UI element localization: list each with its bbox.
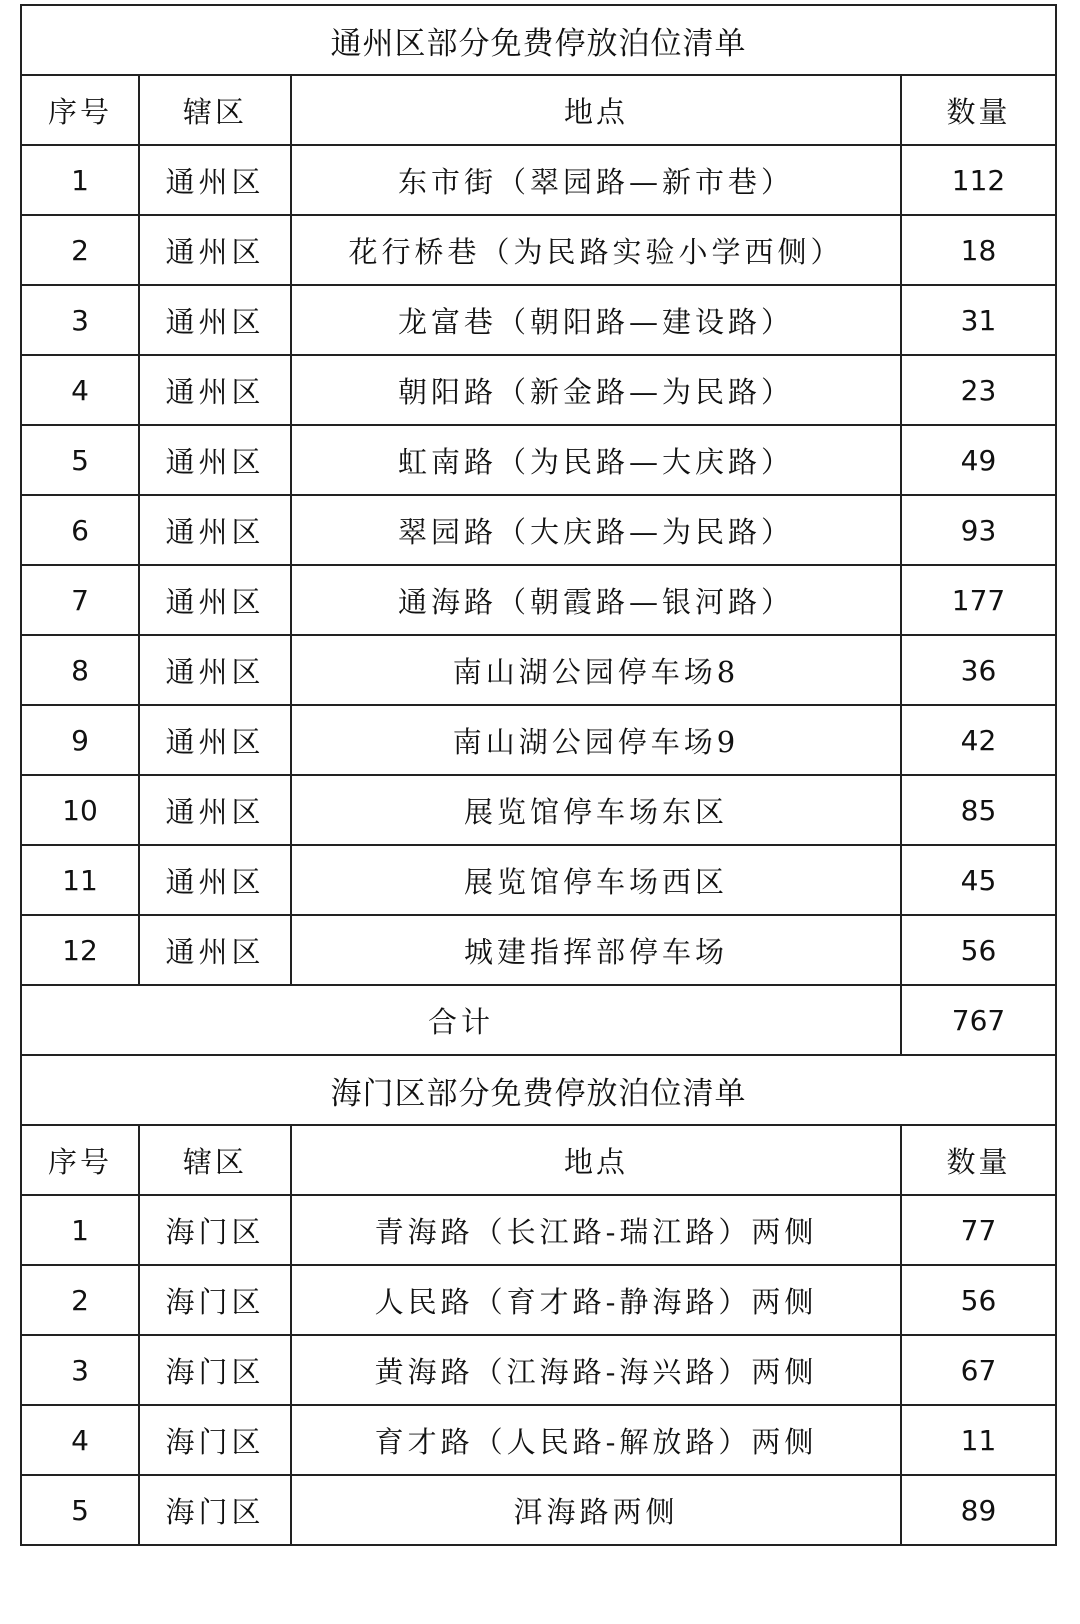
haimen-header-row: [21, 1125, 1056, 1195]
row-district: 通州区: [139, 215, 291, 285]
row-count: 89: [901, 1475, 1056, 1545]
row-count: 23: [901, 355, 1056, 425]
table-row: [21, 705, 1056, 775]
row-count: 67: [901, 1335, 1056, 1405]
row-count: 11: [901, 1405, 1056, 1475]
parking-list-table: [20, 4, 1057, 1546]
table-row: [21, 1265, 1056, 1335]
row-no: 5: [21, 1475, 139, 1545]
table-row: [21, 1475, 1056, 1545]
row-count: 56: [901, 915, 1056, 985]
row-no: 4: [21, 355, 139, 425]
row-no: 11: [21, 845, 139, 915]
row-location: 朝阳路（新金路—为民路）: [291, 355, 901, 425]
row-count: 45: [901, 845, 1056, 915]
row-location: 东市街（翠园路—新市巷）: [291, 145, 901, 215]
row-location: 南山湖公园停车场8: [291, 635, 901, 705]
header-no: 序号: [21, 1125, 139, 1195]
row-district: 通州区: [139, 775, 291, 845]
row-location: 人民路（育才路-静海路）两侧: [291, 1265, 901, 1335]
header-no: 序号: [21, 75, 139, 145]
row-location: 展览馆停车场东区: [291, 775, 901, 845]
row-count: 31: [901, 285, 1056, 355]
row-no: 2: [21, 1265, 139, 1335]
row-district: 通州区: [139, 705, 291, 775]
row-district: 通州区: [139, 915, 291, 985]
row-count: 56: [901, 1265, 1056, 1335]
row-district: 通州区: [139, 285, 291, 355]
table-row: [21, 915, 1056, 985]
header-location: 地点: [291, 1125, 901, 1195]
total-value: 767: [901, 985, 1056, 1055]
row-district: 通州区: [139, 145, 291, 215]
row-no: 5: [21, 425, 139, 495]
row-location: 黄海路（江海路-海兴路）两侧: [291, 1335, 901, 1405]
row-district: 海门区: [139, 1405, 291, 1475]
row-no: 6: [21, 495, 139, 565]
header-count: 数量: [901, 1125, 1056, 1195]
row-no: 8: [21, 635, 139, 705]
row-count: 93: [901, 495, 1056, 565]
row-count: 49: [901, 425, 1056, 495]
row-location: 南山湖公园停车场9: [291, 705, 901, 775]
table-row: [21, 775, 1056, 845]
row-count: 112: [901, 145, 1056, 215]
row-district: 通州区: [139, 565, 291, 635]
row-no: 4: [21, 1405, 139, 1475]
row-district: 通州区: [139, 425, 291, 495]
row-district: 海门区: [139, 1335, 291, 1405]
table-row: [21, 1405, 1056, 1475]
row-no: 9: [21, 705, 139, 775]
header-district: 辖区: [139, 75, 291, 145]
row-no: 7: [21, 565, 139, 635]
row-count: 77: [901, 1195, 1056, 1265]
row-count: 42: [901, 705, 1056, 775]
haimen-title: 海门区部分免费停放泊位清单: [21, 1055, 1056, 1125]
table-row: [21, 1195, 1056, 1265]
haimen-title-row: [21, 1055, 1056, 1125]
row-count: 36: [901, 635, 1056, 705]
row-location: 翠园路（大庆路—为民路）: [291, 495, 901, 565]
row-count: 18: [901, 215, 1056, 285]
row-district: 通州区: [139, 355, 291, 425]
row-district: 海门区: [139, 1195, 291, 1265]
row-location: 虹南路（为民路—大庆路）: [291, 425, 901, 495]
row-location: 龙富巷（朝阳路—建设路）: [291, 285, 901, 355]
header-district: 辖区: [139, 1125, 291, 1195]
row-location: 青海路（长江路-瑞江路）两侧: [291, 1195, 901, 1265]
row-count: 177: [901, 565, 1056, 635]
row-location: 城建指挥部停车场: [291, 915, 901, 985]
table-row: [21, 355, 1056, 425]
row-location: 洱海路两侧: [291, 1475, 901, 1545]
row-district: 通州区: [139, 845, 291, 915]
row-district: 通州区: [139, 635, 291, 705]
table-row: [21, 495, 1056, 565]
row-no: 3: [21, 285, 139, 355]
row-location: 展览馆停车场西区: [291, 845, 901, 915]
row-no: 3: [21, 1335, 139, 1405]
table-row: [21, 425, 1056, 495]
row-location: 育才路（人民路-解放路）两侧: [291, 1405, 901, 1475]
header-location: 地点: [291, 75, 901, 145]
row-no: 10: [21, 775, 139, 845]
row-no: 1: [21, 1195, 139, 1265]
row-no: 12: [21, 915, 139, 985]
row-district: 海门区: [139, 1265, 291, 1335]
tongzhou-title-row: [21, 5, 1056, 75]
row-district: 通州区: [139, 495, 291, 565]
table-row: [21, 285, 1056, 355]
table-row: [21, 215, 1056, 285]
tongzhou-title: 通州区部分免费停放泊位清单: [21, 5, 1056, 75]
row-location: 花行桥巷（为民路实验小学西侧）: [291, 215, 901, 285]
row-count: 85: [901, 775, 1056, 845]
row-district: 海门区: [139, 1475, 291, 1545]
total-label: 合计: [21, 985, 901, 1055]
table-row: [21, 145, 1056, 215]
header-count: 数量: [901, 75, 1056, 145]
table-row: [21, 1335, 1056, 1405]
row-no: 2: [21, 215, 139, 285]
row-no: 1: [21, 145, 139, 215]
table-row: [21, 845, 1056, 915]
table-row: [21, 635, 1056, 705]
tongzhou-total-row: [21, 985, 1056, 1055]
row-location: 通海路（朝霞路—银河路）: [291, 565, 901, 635]
table-row: [21, 565, 1056, 635]
tongzhou-header-row: [21, 75, 1056, 145]
